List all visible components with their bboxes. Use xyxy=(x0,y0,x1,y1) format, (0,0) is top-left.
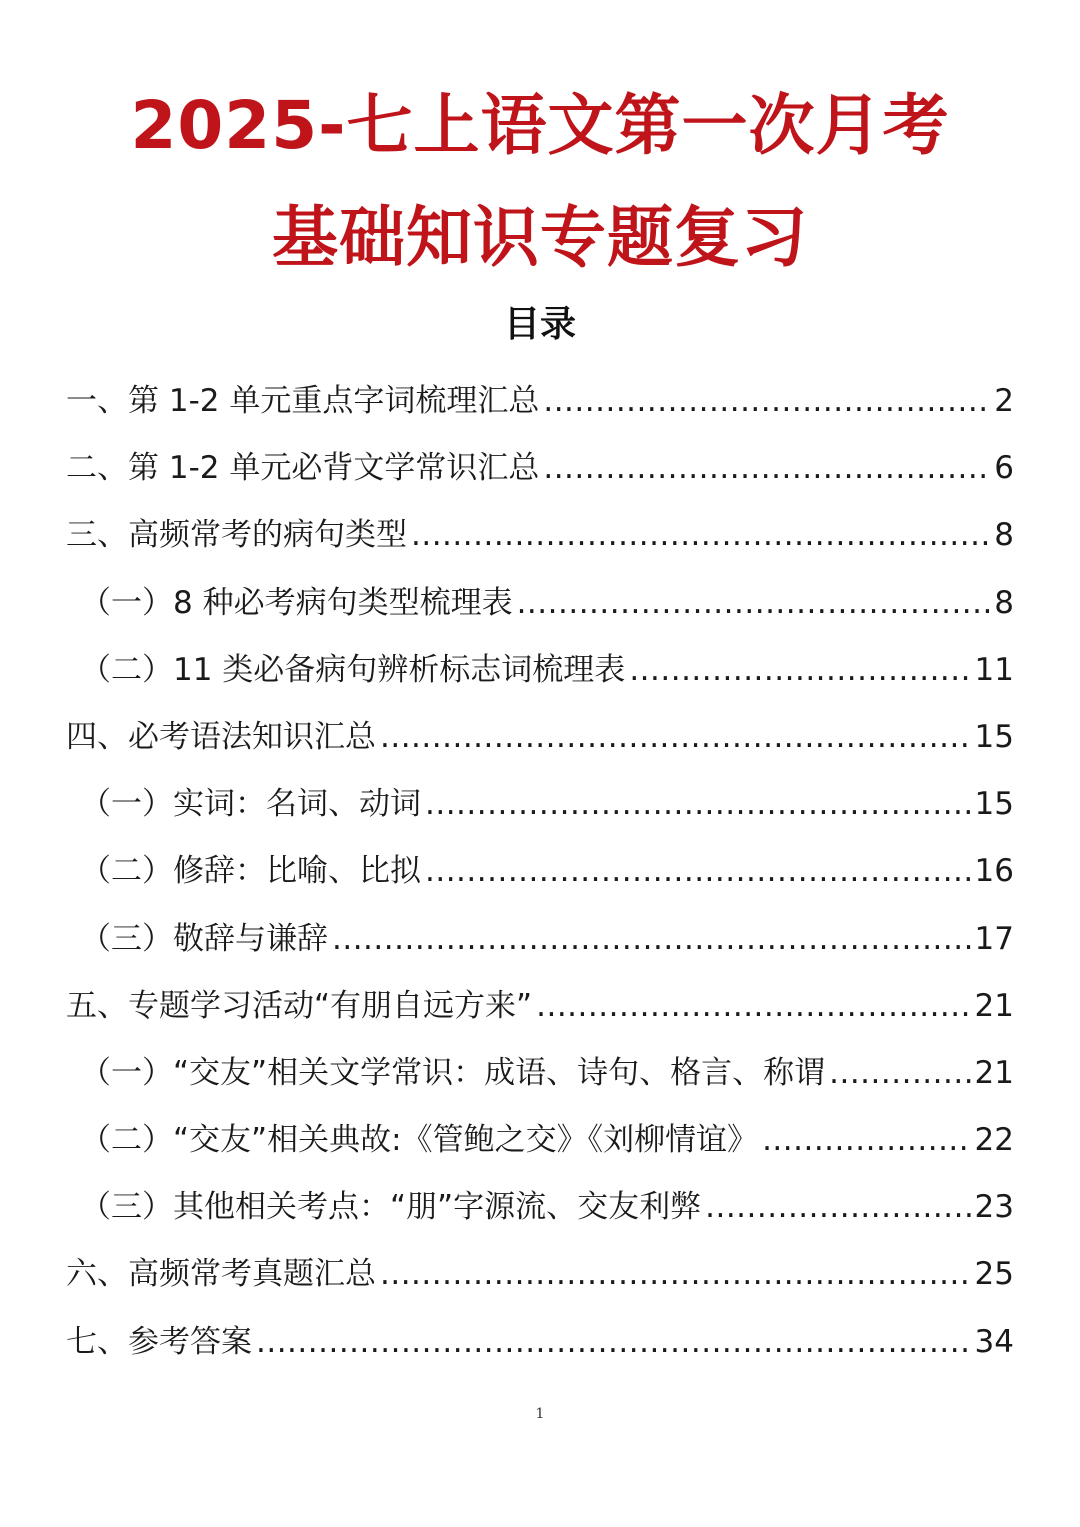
toc-entry-label: （一）“交友”相关文学常识：成语、诗句、格言、称谓 xyxy=(80,1054,826,1091)
toc-entry-page: 11 xyxy=(974,651,1014,688)
toc-leader-dots xyxy=(256,1309,971,1376)
toc-leader-dots xyxy=(829,1040,970,1107)
toc-entry-page: 2 xyxy=(994,383,1014,419)
toc-leader-dots xyxy=(762,1107,970,1174)
toc-entry-label: 五、专题学习活动“有朋自远方来” xyxy=(66,987,533,1024)
toc-leader-dots xyxy=(425,771,971,838)
toc-leader-dots xyxy=(332,906,971,973)
toc-subentry[interactable] xyxy=(66,1040,1014,1107)
toc-entry-label: 二、第 1-2 单元必背文学常识汇总 xyxy=(66,450,540,487)
toc-subentry[interactable] xyxy=(66,1174,1014,1241)
toc-leader-dots xyxy=(536,973,970,1040)
page-number: 1 xyxy=(535,1406,545,1422)
toc-subentry[interactable] xyxy=(66,637,1014,704)
toc-entry-label: （三）敬辞与谦辞 xyxy=(80,920,328,957)
toc-entry-label: （三）其他相关考点：“朋”字源流、交友利弊 xyxy=(80,1189,702,1226)
toc-entry[interactable] xyxy=(66,704,1014,771)
toc-entry-page: 17 xyxy=(974,920,1014,957)
toc-leader-dots xyxy=(380,1241,971,1308)
toc-entry-page: 34 xyxy=(974,1323,1014,1360)
toc-entry-page: 15 xyxy=(974,718,1014,755)
toc-entry-page: 23 xyxy=(974,1189,1014,1226)
toc-subentry[interactable] xyxy=(66,838,1014,905)
toc-entry-label: 七、参考答案 xyxy=(66,1323,252,1360)
table-of-contents xyxy=(66,368,1014,1376)
toc-entry-page: 8 xyxy=(994,584,1014,621)
toc-leader-dots xyxy=(425,838,971,905)
toc-entry[interactable] xyxy=(66,435,1014,502)
toc-leader-dots xyxy=(629,637,970,704)
toc-entry-page: 16 xyxy=(974,853,1014,890)
toc-leader-dots xyxy=(543,435,990,502)
toc-entry-page: 15 xyxy=(974,786,1014,823)
toc-entry[interactable] xyxy=(66,1309,1014,1376)
toc-entry-page: 6 xyxy=(994,450,1014,487)
toc-entry-page: 8 xyxy=(994,517,1014,554)
toc-subentry[interactable] xyxy=(66,1107,1014,1174)
document-subtitle: 基础知识专题复习 xyxy=(272,199,808,276)
toc-subentry[interactable] xyxy=(66,906,1014,973)
toc-leader-dots xyxy=(411,502,990,569)
toc-entry-page: 21 xyxy=(974,987,1014,1024)
toc-entry-page: 25 xyxy=(974,1256,1014,1293)
toc-entry-label: （一）8 种必考病句类型梳理表 xyxy=(80,584,513,621)
toc-entry[interactable] xyxy=(66,368,1014,435)
toc-entry-page: 21 xyxy=(974,1054,1014,1091)
toc-entry-label: （二）“交友”相关典故:《管鲍之交》《刘柳情谊》 xyxy=(80,1122,759,1159)
toc-entry-label: （二）修辞：比喻、比拟 xyxy=(80,853,421,890)
toc-entry[interactable] xyxy=(66,973,1014,1040)
document-title: 2025-七上语文第一次月考 xyxy=(130,87,950,164)
toc-leader-dots xyxy=(517,570,991,637)
toc-subentry[interactable] xyxy=(66,570,1014,637)
toc-entry-label: （一）实词：名词、动词 xyxy=(80,786,421,823)
toc-heading: 目录 xyxy=(503,304,576,345)
toc-entry-label: 一、第 1-2 单元重点字词梳理汇总 xyxy=(66,383,540,419)
toc-leader-dots xyxy=(380,704,971,771)
toc-subentry[interactable] xyxy=(66,771,1014,838)
toc-entry-page: 22 xyxy=(974,1122,1014,1159)
toc-leader-dots xyxy=(543,368,990,435)
toc-entry-label: 六、高频常考真题汇总 xyxy=(66,1256,376,1293)
toc-entry[interactable] xyxy=(66,1241,1014,1308)
toc-entry[interactable] xyxy=(66,502,1014,569)
toc-leader-dots xyxy=(705,1174,970,1241)
toc-entry-label: 三、高频常考的病句类型 xyxy=(66,517,407,554)
toc-entry-label: （二）11 类必备病句辨析标志词梳理表 xyxy=(80,651,626,688)
toc-entry-label: 四、必考语法知识汇总 xyxy=(66,718,376,755)
